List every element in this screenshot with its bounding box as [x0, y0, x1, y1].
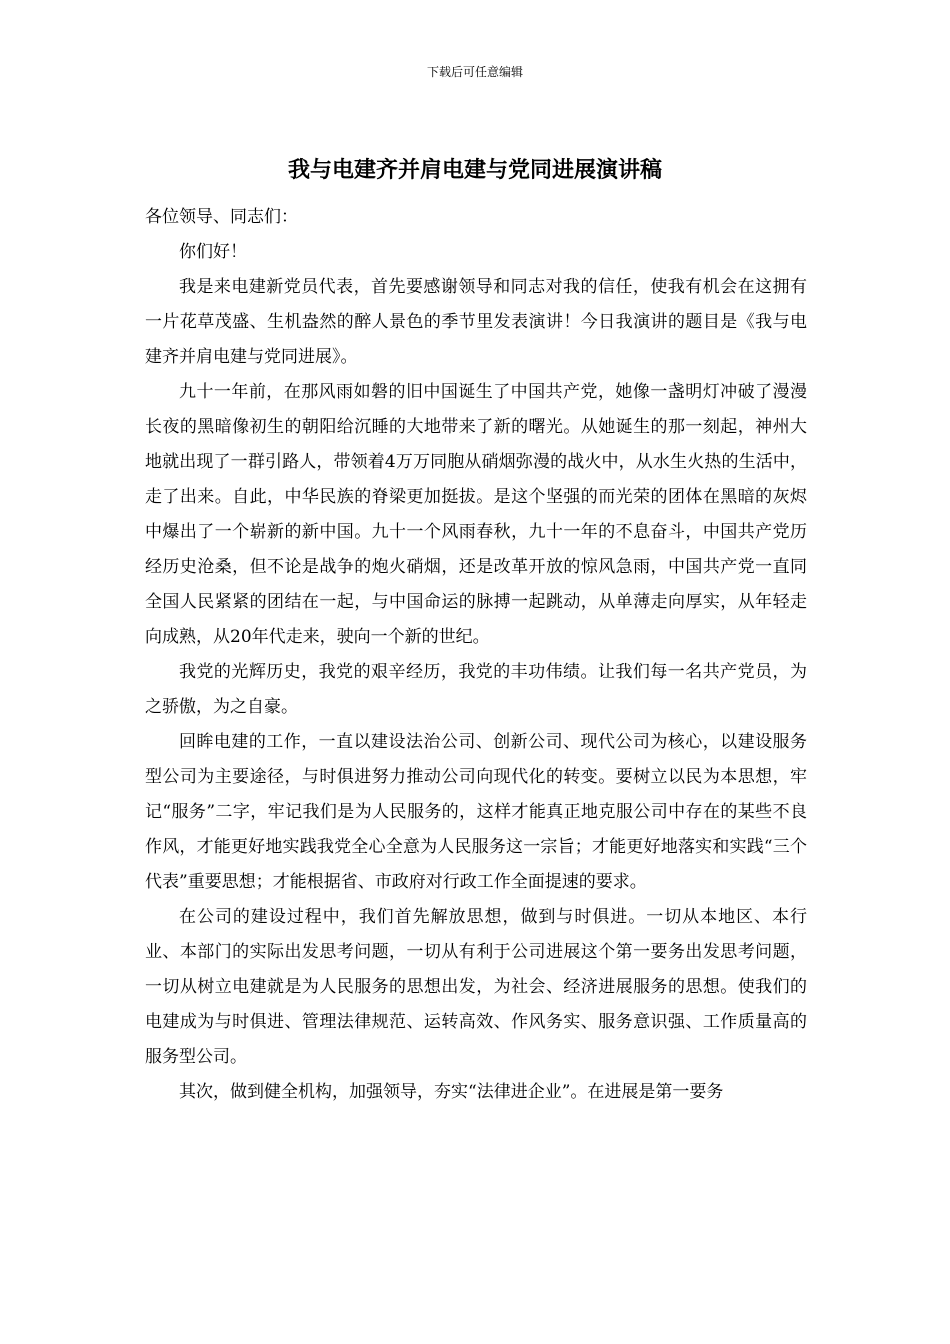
paragraph-secondly: 其次，做到健全机构，加强领导，夯实“法律进企业”。在进展是第一要务 — [179, 1082, 724, 1102]
salutation: 各位领导、同志们： — [145, 207, 298, 227]
paragraph-intro: 我是来电建新党员代表，首先要感谢领导和同志对我的信任，使我有机会在这拥有一片花草茂盛、生机盎然的醉人景色的季节里发表演讲！今日我演讲的题目是《我与电建齐并肩电建与党同进展》。 — [145, 277, 807, 367]
paragraph-construction-process: 在公司的建设过程中，我们首先解放思想，做到与时俱进。一切从本地区、本行业、本部门的实际出发思考问题，一切从有利于公司进展这个第一要务出发思考问题，一切从树立电建就是为人民服务的思想出发，为社会、经济进展服务的思想。使我们的电建成为与时俱进、管理法律规范、运转高效、作风务实、服务意识强、工作质量高的服务型公司。 — [145, 907, 807, 1067]
paragraph-greeting: 你们好！ — [179, 242, 247, 262]
document-title: 我与电建齐并肩电建与党同进展演讲稿 — [287, 157, 662, 183]
paragraph-company-review: 回眸电建的工作，一直以建设法治公司、创新公司、现代公司为核心，以建设服务型公司为主要途径，与时俱进努力推动公司向现代化的转变。要树立以民为本思想，牢记“服务”二字，牢记我们是为人民服务的，这样才能真正地克服公司中存在的某些不良作风，才能更好地实践我党全心全意为人民服务这一宗旨；才能更好地落实和实践“三个代表”重要思想；才能根据省、市政府对行政工作全面提速的要求。 — [145, 732, 807, 892]
paragraph-pride: 我党的光辉历史，我党的艰辛经历，我党的丰功伟绩。让我们每一名共产党员，为之骄傲，为之自豪。 — [145, 662, 807, 717]
paragraph-party-history: 九十一年前，在那风雨如磐的旧中国诞生了中国共产党，她像一盏明灯冲破了漫漫长夜的黑暗像初生的朝阳给沉睡的大地带来了新的曙光。从她诞生的那一刻起，神州大地就出现了一群引路人，带领着4万万同胞从硝烟弥漫的战火中，从水生火热的生活中，走了出来。自此，中华民族的脊梁更加挺拔。是这个坚强的而光荣的团体在黑暗的灰烬中爆出了一个崭新的新中国。九十一个风雨春秋，九十一年的不息奋斗，中国共产党历经历史沧桑，但不论是战争的炮火硝烟，还是改革开放的惊风急雨，中国共产党一直同全国人民紧紧的团结在一起，与中国命运的脉搏一起跳动，从单薄走向厚实，从年轻走向成熟，从20年代走来，驶向一个新的世纪。 — [145, 382, 807, 647]
document-body — [145, 200, 807, 1110]
header-note: 下载后可任意编辑 — [426, 65, 523, 79]
